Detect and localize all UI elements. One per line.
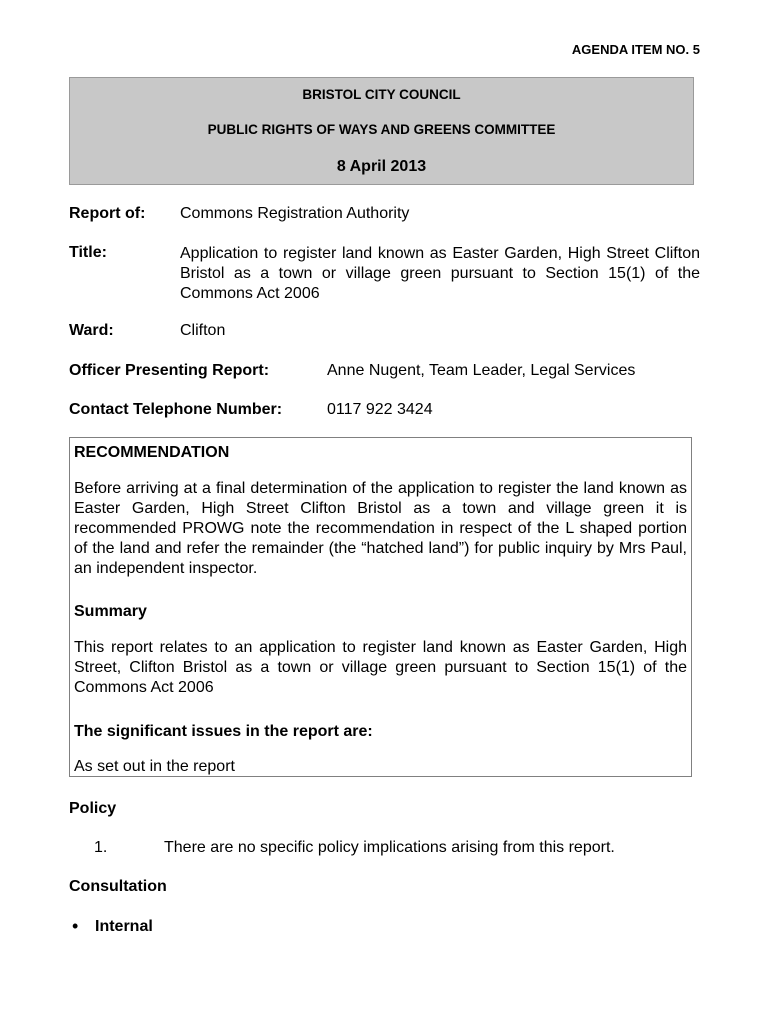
internal-label: Internal xyxy=(95,918,153,935)
summary-text: This report relates to an application to register land known as Easter Garden, High Street, Clifton Bristol as a town or village green pursuant to Section 15(1) of the Commons Act 2006 xyxy=(74,639,687,696)
recommendation-text: Before arriving at a final determination of the application to register the land known as Easter Garden, High Street Clifton Bristol as a town and village green it is recommended PROWG note the recommendation in respect of the L shaped portion of the land and refer the remainder (the “hatched land”) for public inquiry by Mrs Paul, an independent inspector. xyxy=(74,480,687,577)
council-name: BRISTOL CITY COUNCIL xyxy=(302,87,461,102)
recommendation-box xyxy=(69,437,692,777)
issues-text: As set out in the report xyxy=(74,758,235,775)
ward-label: Ward: xyxy=(69,322,114,339)
committee-name: PUBLIC RIGHTS OF WAYS AND GREENS COMMITTEE xyxy=(207,122,556,137)
meeting-date: 8 April 2013 xyxy=(336,158,427,175)
report-of-label: Report of: xyxy=(69,205,146,222)
policy-item-text: There are no specific policy implications arising from this report. xyxy=(164,839,615,856)
policy-heading: Policy xyxy=(69,800,117,817)
header-box xyxy=(69,77,694,185)
title-value: Application to register land known as Easter Garden, High Street Clifton Bristol as a town or village green pursuant to Section 15(1) of the Commons Act 2006 xyxy=(180,245,700,302)
ward-value: Clifton xyxy=(180,322,226,339)
phone-value: 0117 922 3424 xyxy=(327,401,433,418)
officer-label: Officer Presenting Report: xyxy=(69,362,270,379)
phone-label: Contact Telephone Number: xyxy=(69,401,283,418)
consultation-heading: Consultation xyxy=(69,878,167,895)
recommendation-heading: RECOMMENDATION xyxy=(74,444,230,461)
issues-heading: The significant issues in the report are: xyxy=(74,723,373,740)
bullet-icon: • xyxy=(72,916,79,936)
agenda-item-number: AGENDA ITEM NO. 5 xyxy=(571,42,700,57)
report-of-value: Commons Registration Authority xyxy=(180,205,410,222)
title-label: Title: xyxy=(69,244,107,261)
policy-item-number: 1. xyxy=(94,839,108,856)
officer-value: Anne Nugent, Team Leader, Legal Services xyxy=(327,362,636,379)
summary-heading: Summary xyxy=(74,603,147,620)
